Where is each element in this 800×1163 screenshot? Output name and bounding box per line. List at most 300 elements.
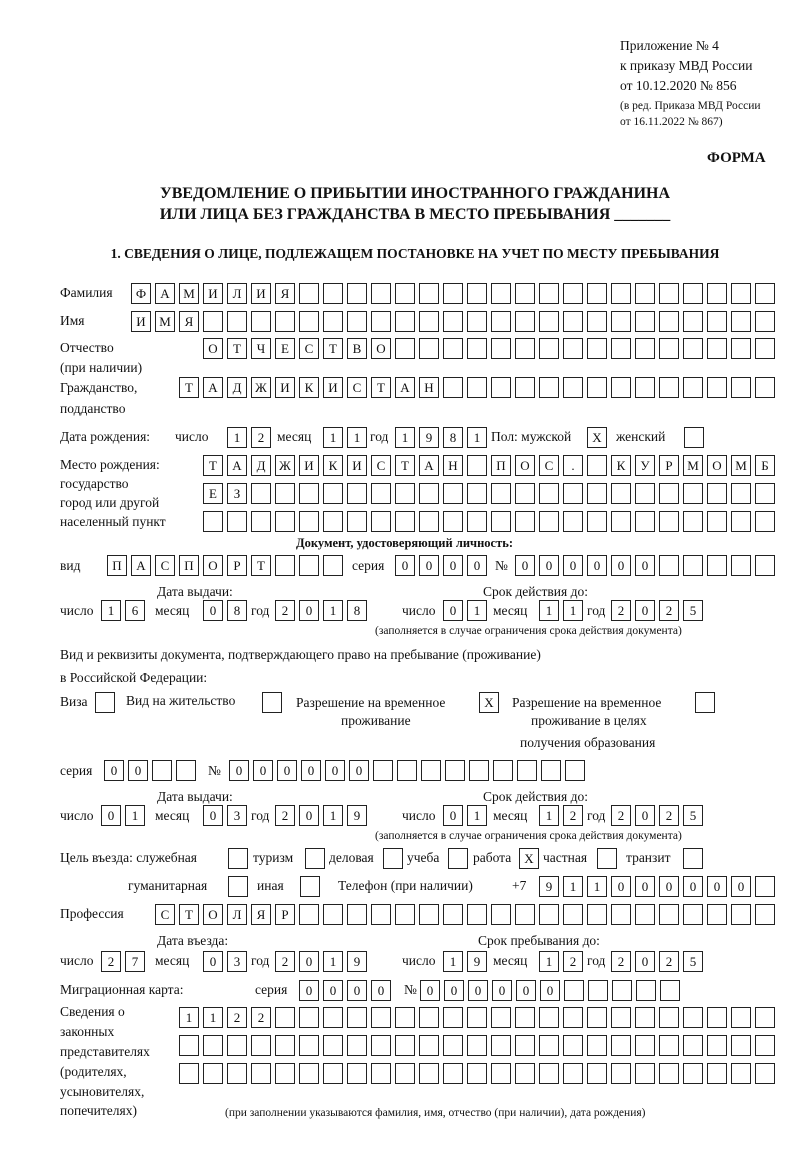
purpose-official-checkbox[interactable] <box>228 848 248 869</box>
reps-line-2-cell[interactable] <box>491 1035 511 1056</box>
res_issue-day-cell[interactable]: 0 <box>101 805 121 826</box>
reps-line-3-cell[interactable] <box>419 1063 439 1084</box>
surname-cell[interactable] <box>467 283 487 304</box>
id_issue-month-cell[interactable]: 8 <box>227 600 247 621</box>
citizenship-cell[interactable] <box>563 377 583 398</box>
profession-cell[interactable] <box>587 904 607 925</box>
mig-number-cell[interactable]: 0 <box>516 980 536 1001</box>
patronymic-cell[interactable] <box>731 338 751 359</box>
birthplace-line-2-cell[interactable] <box>251 483 271 504</box>
reps-line-1-cell[interactable] <box>707 1007 727 1028</box>
citizenship-cell[interactable]: К <box>299 377 319 398</box>
entry-month-cell[interactable]: 0 <box>203 951 223 972</box>
name-cell[interactable]: Я <box>179 311 199 332</box>
id-number-cell[interactable]: 0 <box>515 555 535 576</box>
stay-year-cell[interactable]: 2 <box>659 951 679 972</box>
res_valid-day-cell[interactable]: 1 <box>467 805 487 826</box>
reps-line-2-cell[interactable] <box>467 1035 487 1056</box>
patronymic-cell[interactable] <box>707 338 727 359</box>
id-number-cell[interactable] <box>659 555 679 576</box>
stay-year-cell[interactable]: 0 <box>635 951 655 972</box>
patronymic-cell[interactable] <box>419 338 439 359</box>
birthplace-line-2-cell[interactable] <box>731 483 751 504</box>
surname-cell[interactable] <box>395 283 415 304</box>
birthplace-line-1-cell[interactable]: А <box>227 455 247 476</box>
res_valid-year-cell[interactable]: 5 <box>683 805 703 826</box>
sex-male-checkbox[interactable]: X <box>587 427 607 448</box>
reps-line-2-cell[interactable] <box>755 1035 775 1056</box>
citizenship-cell[interactable] <box>635 377 655 398</box>
patronymic-cell[interactable] <box>467 338 487 359</box>
birthplace-line-1-cell[interactable]: Н <box>443 455 463 476</box>
res-number-cell[interactable] <box>541 760 561 781</box>
purpose-business-checkbox[interactable] <box>383 848 403 869</box>
surname-cell[interactable] <box>683 283 703 304</box>
name-cell[interactable]: И <box>131 311 151 332</box>
birthplace-line-3-cell[interactable] <box>443 511 463 532</box>
birthplace-line-2-cell[interactable] <box>563 483 583 504</box>
stay-day-cell[interactable]: 9 <box>467 951 487 972</box>
citizenship-cell[interactable] <box>491 377 511 398</box>
surname-cell[interactable]: Ф <box>131 283 151 304</box>
birthplace-line-2-cell[interactable] <box>659 483 679 504</box>
reps-line-3-cell[interactable] <box>371 1063 391 1084</box>
profession-cell[interactable]: Т <box>179 904 199 925</box>
birthplace-line-1-cell[interactable]: О <box>515 455 535 476</box>
mig-number-cell[interactable]: 0 <box>444 980 464 1001</box>
birthplace-line-3-cell[interactable] <box>371 511 391 532</box>
birthplace-line-2-cell[interactable] <box>419 483 439 504</box>
name-cell[interactable] <box>395 311 415 332</box>
reps-line-3-cell[interactable] <box>611 1063 631 1084</box>
birthplace-line-3-cell[interactable] <box>251 511 271 532</box>
citizenship-cell[interactable] <box>659 377 679 398</box>
birthplace-line-2-cell[interactable] <box>611 483 631 504</box>
reps-line-2-cell[interactable] <box>371 1035 391 1056</box>
reps-line-2-cell[interactable] <box>563 1035 583 1056</box>
res_valid-year-cell[interactable]: 0 <box>635 805 655 826</box>
phone-cell[interactable] <box>755 876 775 897</box>
res_issue-month-cell[interactable]: 0 <box>203 805 223 826</box>
reps-line-3-cell[interactable] <box>539 1063 559 1084</box>
purpose-other-checkbox[interactable] <box>300 876 320 897</box>
res-number-cell[interactable] <box>469 760 489 781</box>
id-series-cell[interactable]: 0 <box>395 555 415 576</box>
birthplace-line-3-cell[interactable] <box>203 511 223 532</box>
reps-line-3-cell[interactable] <box>323 1063 343 1084</box>
citizenship-cell[interactable]: Ж <box>251 377 271 398</box>
name-cell[interactable] <box>227 311 247 332</box>
patronymic-cell[interactable]: С <box>299 338 319 359</box>
birthplace-line-2-cell[interactable] <box>707 483 727 504</box>
res_valid-month-cell[interactable]: 1 <box>539 805 559 826</box>
phone-cell[interactable]: 0 <box>683 876 703 897</box>
reps-line-2-cell[interactable] <box>635 1035 655 1056</box>
birthplace-line-1-cell[interactable]: У <box>635 455 655 476</box>
mig-number-cell[interactable] <box>564 980 584 1001</box>
res-number-cell[interactable] <box>445 760 465 781</box>
citizenship-cell[interactable] <box>443 377 463 398</box>
entry-day-cell[interactable]: 2 <box>101 951 121 972</box>
res-number-cell[interactable]: 0 <box>301 760 321 781</box>
birthplace-line-3-cell[interactable] <box>539 511 559 532</box>
res-number-cell[interactable] <box>421 760 441 781</box>
res_issue-year-cell[interactable]: 1 <box>323 805 343 826</box>
birthplace-line-3-cell[interactable] <box>515 511 535 532</box>
surname-cell[interactable] <box>323 283 343 304</box>
birthplace-line-3-cell[interactable] <box>611 511 631 532</box>
reps-line-1-cell[interactable]: 2 <box>227 1007 247 1028</box>
name-cell[interactable] <box>563 311 583 332</box>
id_issue-year-cell[interactable]: 1 <box>323 600 343 621</box>
name-cell[interactable] <box>515 311 535 332</box>
purpose-transit-checkbox[interactable] <box>683 848 703 869</box>
id_valid-year-cell[interactable]: 2 <box>659 600 679 621</box>
purpose-humanitarian-checkbox[interactable] <box>228 876 248 897</box>
reps-line-2-cell[interactable] <box>419 1035 439 1056</box>
reps-line-3-cell[interactable] <box>587 1063 607 1084</box>
res-number-cell[interactable]: 0 <box>277 760 297 781</box>
birthplace-line-3-cell[interactable] <box>323 511 343 532</box>
res-series-cell[interactable] <box>176 760 196 781</box>
reps-line-1-cell[interactable] <box>491 1007 511 1028</box>
mig-number-cell[interactable] <box>660 980 680 1001</box>
reps-line-1-cell[interactable] <box>323 1007 343 1028</box>
res_issue-month-cell[interactable]: 3 <box>227 805 247 826</box>
birthplace-line-2-cell[interactable] <box>539 483 559 504</box>
patronymic-cell[interactable]: О <box>371 338 391 359</box>
reps-line-1-cell[interactable] <box>395 1007 415 1028</box>
entry-year-cell[interactable]: 9 <box>347 951 367 972</box>
birthplace-line-2-cell[interactable] <box>635 483 655 504</box>
mig-number-cell[interactable]: 0 <box>468 980 488 1001</box>
mig-series-cell[interactable]: 0 <box>347 980 367 1001</box>
birthplace-line-1-cell[interactable] <box>467 455 487 476</box>
reps-line-3-cell[interactable] <box>635 1063 655 1084</box>
birthplace-line-2-cell[interactable] <box>755 483 775 504</box>
reps-line-1-cell[interactable] <box>443 1007 463 1028</box>
birthplace-line-2-cell[interactable] <box>587 483 607 504</box>
profession-cell[interactable] <box>443 904 463 925</box>
name-cell[interactable] <box>635 311 655 332</box>
birthplace-line-1-cell[interactable] <box>587 455 607 476</box>
birthplace-line-1-cell[interactable]: Б <box>755 455 775 476</box>
reps-line-1-cell[interactable]: 2 <box>251 1007 271 1028</box>
profession-cell[interactable] <box>539 904 559 925</box>
birth-year-cell[interactable]: 1 <box>467 427 487 448</box>
citizenship-cell[interactable] <box>707 377 727 398</box>
stay-year-cell[interactable]: 2 <box>611 951 631 972</box>
birthplace-line-1-cell[interactable]: К <box>611 455 631 476</box>
temp-edu-checkbox[interactable] <box>695 692 715 713</box>
reps-line-1-cell[interactable] <box>611 1007 631 1028</box>
reps-line-3-cell[interactable] <box>707 1063 727 1084</box>
reps-line-3-cell[interactable] <box>179 1063 199 1084</box>
res_issue-year-cell[interactable]: 9 <box>347 805 367 826</box>
birthplace-line-3-cell[interactable] <box>491 511 511 532</box>
mig-number-cell[interactable]: 0 <box>492 980 512 1001</box>
birthplace-line-2-cell[interactable] <box>515 483 535 504</box>
id-kind-cell[interactable] <box>299 555 319 576</box>
birthplace-line-1-cell[interactable]: А <box>419 455 439 476</box>
reps-line-3-cell[interactable] <box>443 1063 463 1084</box>
reps-line-1-cell[interactable] <box>635 1007 655 1028</box>
citizenship-cell[interactable] <box>755 377 775 398</box>
mig-number-cell[interactable]: 0 <box>540 980 560 1001</box>
id_valid-day-cell[interactable]: 1 <box>467 600 487 621</box>
reps-line-2-cell[interactable] <box>323 1035 343 1056</box>
birth-year-cell[interactable]: 8 <box>443 427 463 448</box>
surname-cell[interactable] <box>611 283 631 304</box>
birthplace-line-3-cell[interactable] <box>299 511 319 532</box>
res_valid-year-cell[interactable]: 2 <box>659 805 679 826</box>
name-cell[interactable] <box>659 311 679 332</box>
phone-cell[interactable]: 0 <box>635 876 655 897</box>
mig-number-cell[interactable] <box>588 980 608 1001</box>
birthplace-line-1-cell[interactable]: О <box>707 455 727 476</box>
id-kind-cell[interactable]: П <box>107 555 127 576</box>
name-cell[interactable] <box>275 311 295 332</box>
id_issue-day-cell[interactable]: 1 <box>101 600 121 621</box>
birth-month-cell[interactable]: 1 <box>323 427 343 448</box>
reps-line-3-cell[interactable] <box>275 1063 295 1084</box>
patronymic-cell[interactable] <box>443 338 463 359</box>
id-number-cell[interactable] <box>731 555 751 576</box>
id-number-cell[interactable] <box>683 555 703 576</box>
id_issue-year-cell[interactable]: 0 <box>299 600 319 621</box>
id_valid-year-cell[interactable]: 0 <box>635 600 655 621</box>
reps-line-1-cell[interactable] <box>371 1007 391 1028</box>
citizenship-cell[interactable]: Т <box>371 377 391 398</box>
name-cell[interactable] <box>203 311 223 332</box>
citizenship-cell[interactable]: И <box>275 377 295 398</box>
mig-number-cell[interactable] <box>612 980 632 1001</box>
birthplace-line-3-cell[interactable] <box>731 511 751 532</box>
surname-cell[interactable] <box>587 283 607 304</box>
name-cell[interactable] <box>683 311 703 332</box>
res-number-cell[interactable] <box>373 760 393 781</box>
citizenship-cell[interactable] <box>515 377 535 398</box>
profession-cell[interactable] <box>467 904 487 925</box>
birth-day-cell[interactable]: 1 <box>227 427 247 448</box>
patronymic-cell[interactable]: О <box>203 338 223 359</box>
patronymic-cell[interactable]: Е <box>275 338 295 359</box>
reps-line-2-cell[interactable] <box>275 1035 295 1056</box>
birthplace-line-3-cell[interactable] <box>395 511 415 532</box>
id_valid-month-cell[interactable]: 1 <box>539 600 559 621</box>
phone-cell[interactable]: 0 <box>731 876 751 897</box>
surname-cell[interactable]: Л <box>227 283 247 304</box>
id-kind-cell[interactable] <box>275 555 295 576</box>
stay-month-cell[interactable]: 2 <box>563 951 583 972</box>
reps-line-2-cell[interactable] <box>299 1035 319 1056</box>
reps-line-3-cell[interactable] <box>683 1063 703 1084</box>
id-kind-cell[interactable]: Т <box>251 555 271 576</box>
profession-cell[interactable] <box>371 904 391 925</box>
citizenship-cell[interactable] <box>539 377 559 398</box>
res-number-cell[interactable]: 0 <box>253 760 273 781</box>
birthplace-line-1-cell[interactable]: Т <box>203 455 223 476</box>
id-series-cell[interactable]: 0 <box>419 555 439 576</box>
id-series-cell[interactable]: 0 <box>467 555 487 576</box>
reps-line-2-cell[interactable] <box>611 1035 631 1056</box>
reps-line-3-cell[interactable] <box>491 1063 511 1084</box>
entry-year-cell[interactable]: 0 <box>299 951 319 972</box>
name-cell[interactable] <box>299 311 319 332</box>
name-cell[interactable] <box>491 311 511 332</box>
reps-line-1-cell[interactable] <box>467 1007 487 1028</box>
name-cell[interactable] <box>587 311 607 332</box>
reps-line-3-cell[interactable] <box>467 1063 487 1084</box>
name-cell[interactable] <box>323 311 343 332</box>
reps-line-3-cell[interactable] <box>299 1063 319 1084</box>
surname-cell[interactable] <box>635 283 655 304</box>
res_issue-day-cell[interactable]: 1 <box>125 805 145 826</box>
profession-cell[interactable] <box>683 904 703 925</box>
patronymic-cell[interactable]: В <box>347 338 367 359</box>
citizenship-cell[interactable]: А <box>395 377 415 398</box>
reps-line-2-cell[interactable] <box>443 1035 463 1056</box>
reps-line-1-cell[interactable] <box>419 1007 439 1028</box>
citizenship-cell[interactable]: Н <box>419 377 439 398</box>
profession-cell[interactable]: О <box>203 904 223 925</box>
name-cell[interactable] <box>755 311 775 332</box>
surname-cell[interactable] <box>443 283 463 304</box>
mig-number-cell[interactable]: 0 <box>420 980 440 1001</box>
purpose-tourism-checkbox[interactable] <box>305 848 325 869</box>
res-series-cell[interactable] <box>152 760 172 781</box>
reps-line-2-cell[interactable] <box>395 1035 415 1056</box>
birthplace-line-3-cell[interactable] <box>227 511 247 532</box>
res-number-cell[interactable] <box>493 760 513 781</box>
id_valid-year-cell[interactable]: 5 <box>683 600 703 621</box>
birthplace-line-2-cell[interactable] <box>275 483 295 504</box>
reps-line-2-cell[interactable] <box>251 1035 271 1056</box>
reps-line-1-cell[interactable] <box>731 1007 751 1028</box>
profession-cell[interactable] <box>347 904 367 925</box>
surname-cell[interactable] <box>755 283 775 304</box>
surname-cell[interactable] <box>731 283 751 304</box>
sex-female-checkbox[interactable] <box>684 427 704 448</box>
profession-cell[interactable] <box>299 904 319 925</box>
res-number-cell[interactable]: 0 <box>325 760 345 781</box>
surname-cell[interactable] <box>371 283 391 304</box>
patronymic-cell[interactable] <box>659 338 679 359</box>
reps-line-2-cell[interactable] <box>179 1035 199 1056</box>
birthplace-line-1-cell[interactable]: М <box>683 455 703 476</box>
phone-cell[interactable]: 1 <box>563 876 583 897</box>
reps-line-2-cell[interactable] <box>227 1035 247 1056</box>
reps-line-2-cell[interactable] <box>731 1035 751 1056</box>
res-series-cell[interactable]: 0 <box>128 760 148 781</box>
res-number-cell[interactable] <box>517 760 537 781</box>
birthplace-line-3-cell[interactable] <box>635 511 655 532</box>
phone-cell[interactable]: 0 <box>611 876 631 897</box>
birthplace-line-2-cell[interactable]: З <box>227 483 247 504</box>
reps-line-3-cell[interactable] <box>731 1063 751 1084</box>
patronymic-cell[interactable]: Т <box>227 338 247 359</box>
reps-line-1-cell[interactable]: 1 <box>203 1007 223 1028</box>
profession-cell[interactable] <box>731 904 751 925</box>
birthplace-line-2-cell[interactable] <box>683 483 703 504</box>
surname-cell[interactable] <box>347 283 367 304</box>
profession-cell[interactable] <box>491 904 511 925</box>
profession-cell[interactable] <box>611 904 631 925</box>
birthplace-line-2-cell[interactable] <box>371 483 391 504</box>
id-number-cell[interactable]: 0 <box>563 555 583 576</box>
id-kind-cell[interactable]: С <box>155 555 175 576</box>
mig-number-cell[interactable] <box>636 980 656 1001</box>
reps-line-1-cell[interactable] <box>755 1007 775 1028</box>
profession-cell[interactable] <box>515 904 535 925</box>
id_issue-day-cell[interactable]: 6 <box>125 600 145 621</box>
patronymic-cell[interactable] <box>635 338 655 359</box>
mig-series-cell[interactable]: 0 <box>299 980 319 1001</box>
birthplace-line-3-cell[interactable] <box>419 511 439 532</box>
profession-cell[interactable] <box>323 904 343 925</box>
birthplace-line-1-cell[interactable]: . <box>563 455 583 476</box>
id-number-cell[interactable] <box>755 555 775 576</box>
surname-cell[interactable] <box>707 283 727 304</box>
residence-permit-checkbox[interactable] <box>262 692 282 713</box>
name-cell[interactable] <box>467 311 487 332</box>
surname-cell[interactable]: И <box>203 283 223 304</box>
reps-line-1-cell[interactable] <box>347 1007 367 1028</box>
id-number-cell[interactable]: 0 <box>635 555 655 576</box>
mig-series-cell[interactable]: 0 <box>323 980 343 1001</box>
birthplace-line-3-cell[interactable] <box>347 511 367 532</box>
res_issue-year-cell[interactable]: 2 <box>275 805 295 826</box>
id-number-cell[interactable]: 0 <box>587 555 607 576</box>
res-number-cell[interactable]: 0 <box>229 760 249 781</box>
birthplace-line-1-cell[interactable]: И <box>299 455 319 476</box>
reps-line-2-cell[interactable] <box>659 1035 679 1056</box>
birthplace-line-1-cell[interactable]: М <box>731 455 751 476</box>
profession-cell[interactable] <box>563 904 583 925</box>
birthplace-line-2-cell[interactable] <box>323 483 343 504</box>
stay-day-cell[interactable]: 1 <box>443 951 463 972</box>
patronymic-cell[interactable] <box>587 338 607 359</box>
reps-line-3-cell[interactable] <box>347 1063 367 1084</box>
id-number-cell[interactable] <box>707 555 727 576</box>
reps-line-1-cell[interactable] <box>659 1007 679 1028</box>
birthplace-line-2-cell[interactable] <box>347 483 367 504</box>
name-cell[interactable] <box>443 311 463 332</box>
name-cell[interactable] <box>347 311 367 332</box>
birthplace-line-1-cell[interactable]: С <box>371 455 391 476</box>
name-cell[interactable] <box>611 311 631 332</box>
birthplace-line-1-cell[interactable]: И <box>347 455 367 476</box>
id-number-cell[interactable]: 0 <box>611 555 631 576</box>
citizenship-cell[interactable] <box>731 377 751 398</box>
res_valid-month-cell[interactable]: 2 <box>563 805 583 826</box>
surname-cell[interactable] <box>659 283 679 304</box>
surname-cell[interactable] <box>539 283 559 304</box>
reps-line-1-cell[interactable]: 1 <box>179 1007 199 1028</box>
birthplace-line-3-cell[interactable] <box>755 511 775 532</box>
citizenship-cell[interactable] <box>683 377 703 398</box>
birthplace-line-3-cell[interactable] <box>467 511 487 532</box>
reps-line-3-cell[interactable] <box>203 1063 223 1084</box>
res_valid-day-cell[interactable]: 0 <box>443 805 463 826</box>
birthplace-line-2-cell[interactable] <box>467 483 487 504</box>
birth-year-cell[interactable]: 9 <box>419 427 439 448</box>
name-cell[interactable] <box>539 311 559 332</box>
birthplace-line-3-cell[interactable] <box>587 511 607 532</box>
reps-line-3-cell[interactable] <box>563 1063 583 1084</box>
birthplace-line-3-cell[interactable] <box>275 511 295 532</box>
purpose-private-checkbox[interactable] <box>597 848 617 869</box>
